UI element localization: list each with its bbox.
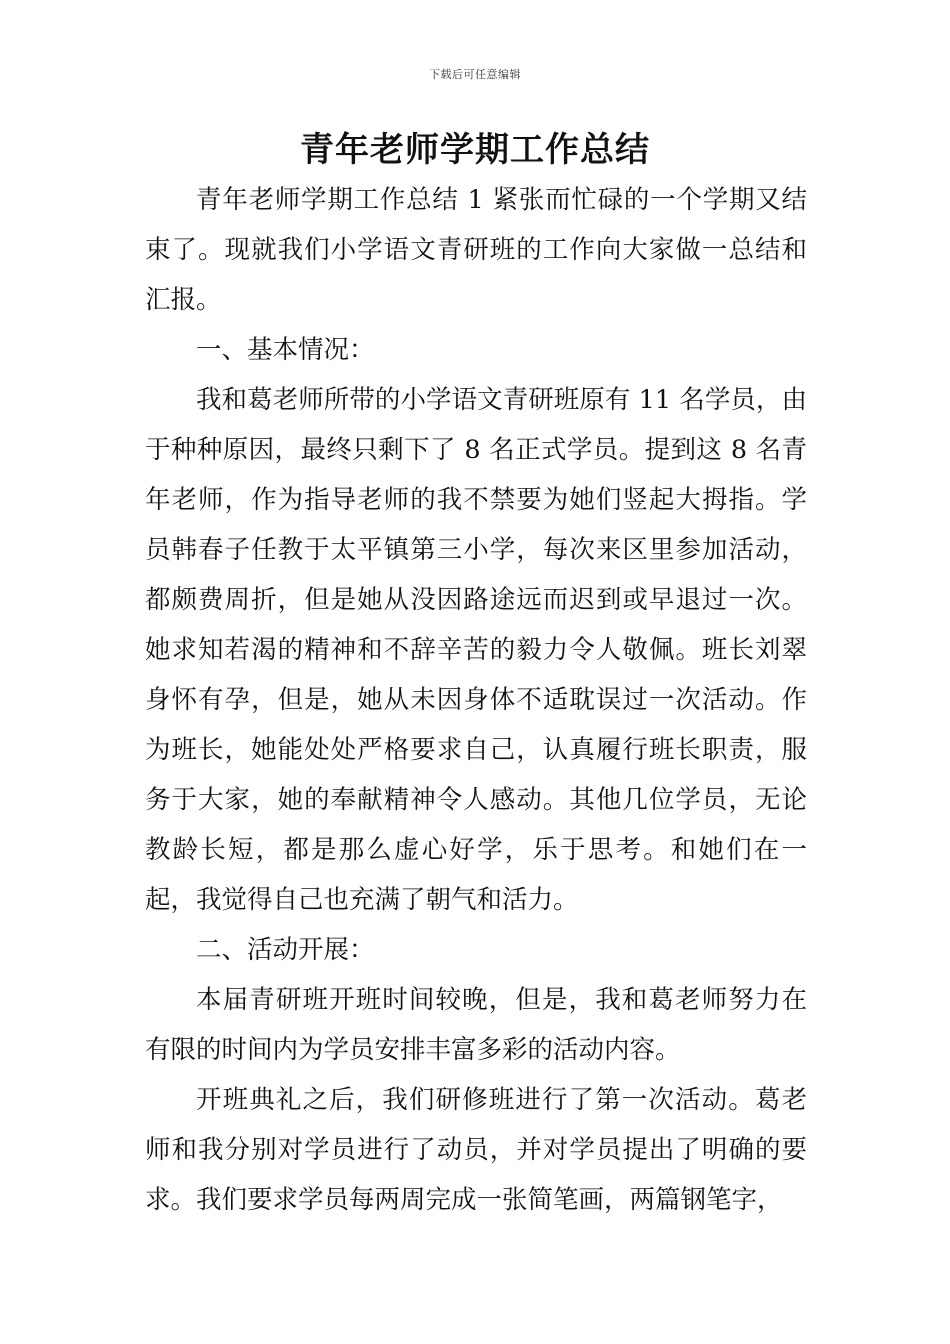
paragraph-first-activity: 开班典礼之后，我们研修班进行了第一次活动。葛老师和我分别对学员进行了动员，并对学员提出了明确的要求。我们要求学员每两周完成一张简笔画，两篇钢笔字， bbox=[145, 1085, 807, 1215]
section-heading-activities: 二、活动开展： bbox=[196, 935, 375, 965]
paragraph-intro: 青年老师学期工作总结 1 紧张而忙碌的一个学期又结束了。现就我们小学语文青研班的工作向大家做一总结和汇报。 bbox=[145, 185, 807, 315]
document-title: 青年老师学期工作总结 bbox=[300, 130, 650, 170]
paragraph-activities-intro: 本届青研班开班时间较晚，但是，我和葛老师努力在有限的时间内为学员安排丰富多彩的活动内容。 bbox=[145, 985, 807, 1065]
document-body bbox=[145, 175, 807, 1225]
paragraph-basic-situation: 我和葛老师所带的小学语文青研班原有 11 名学员，由于种种原因，最终只剩下了 8 名正式学员。提到这 8 名青年老师，作为指导老师的我不禁要为她们竖起大拇指。学员韩春子任教于太平镇第三小学，每次来区里参加活动，都颇费周折，但是她从没因路途远而迟到或早退过一次。她求知若渴的精神和不辞辛苦的毅力令人敬佩。班长刘翠身怀有孕，但是，她从未因身体不适耽误过一次活动。作为班长，她能处处严格要求自己，认真履行班长职责，服务于大家，她的奉献精神令人感动。其他几位学员，无论教龄长短，都是那么虚心好学，乐于思考。和她们在一起，我觉得自己也充满了朝气和活力。 bbox=[145, 385, 807, 915]
header-note: 下载后可任意编辑 bbox=[429, 68, 521, 81]
section-heading-basic-situation: 一、基本情况： bbox=[196, 335, 375, 365]
